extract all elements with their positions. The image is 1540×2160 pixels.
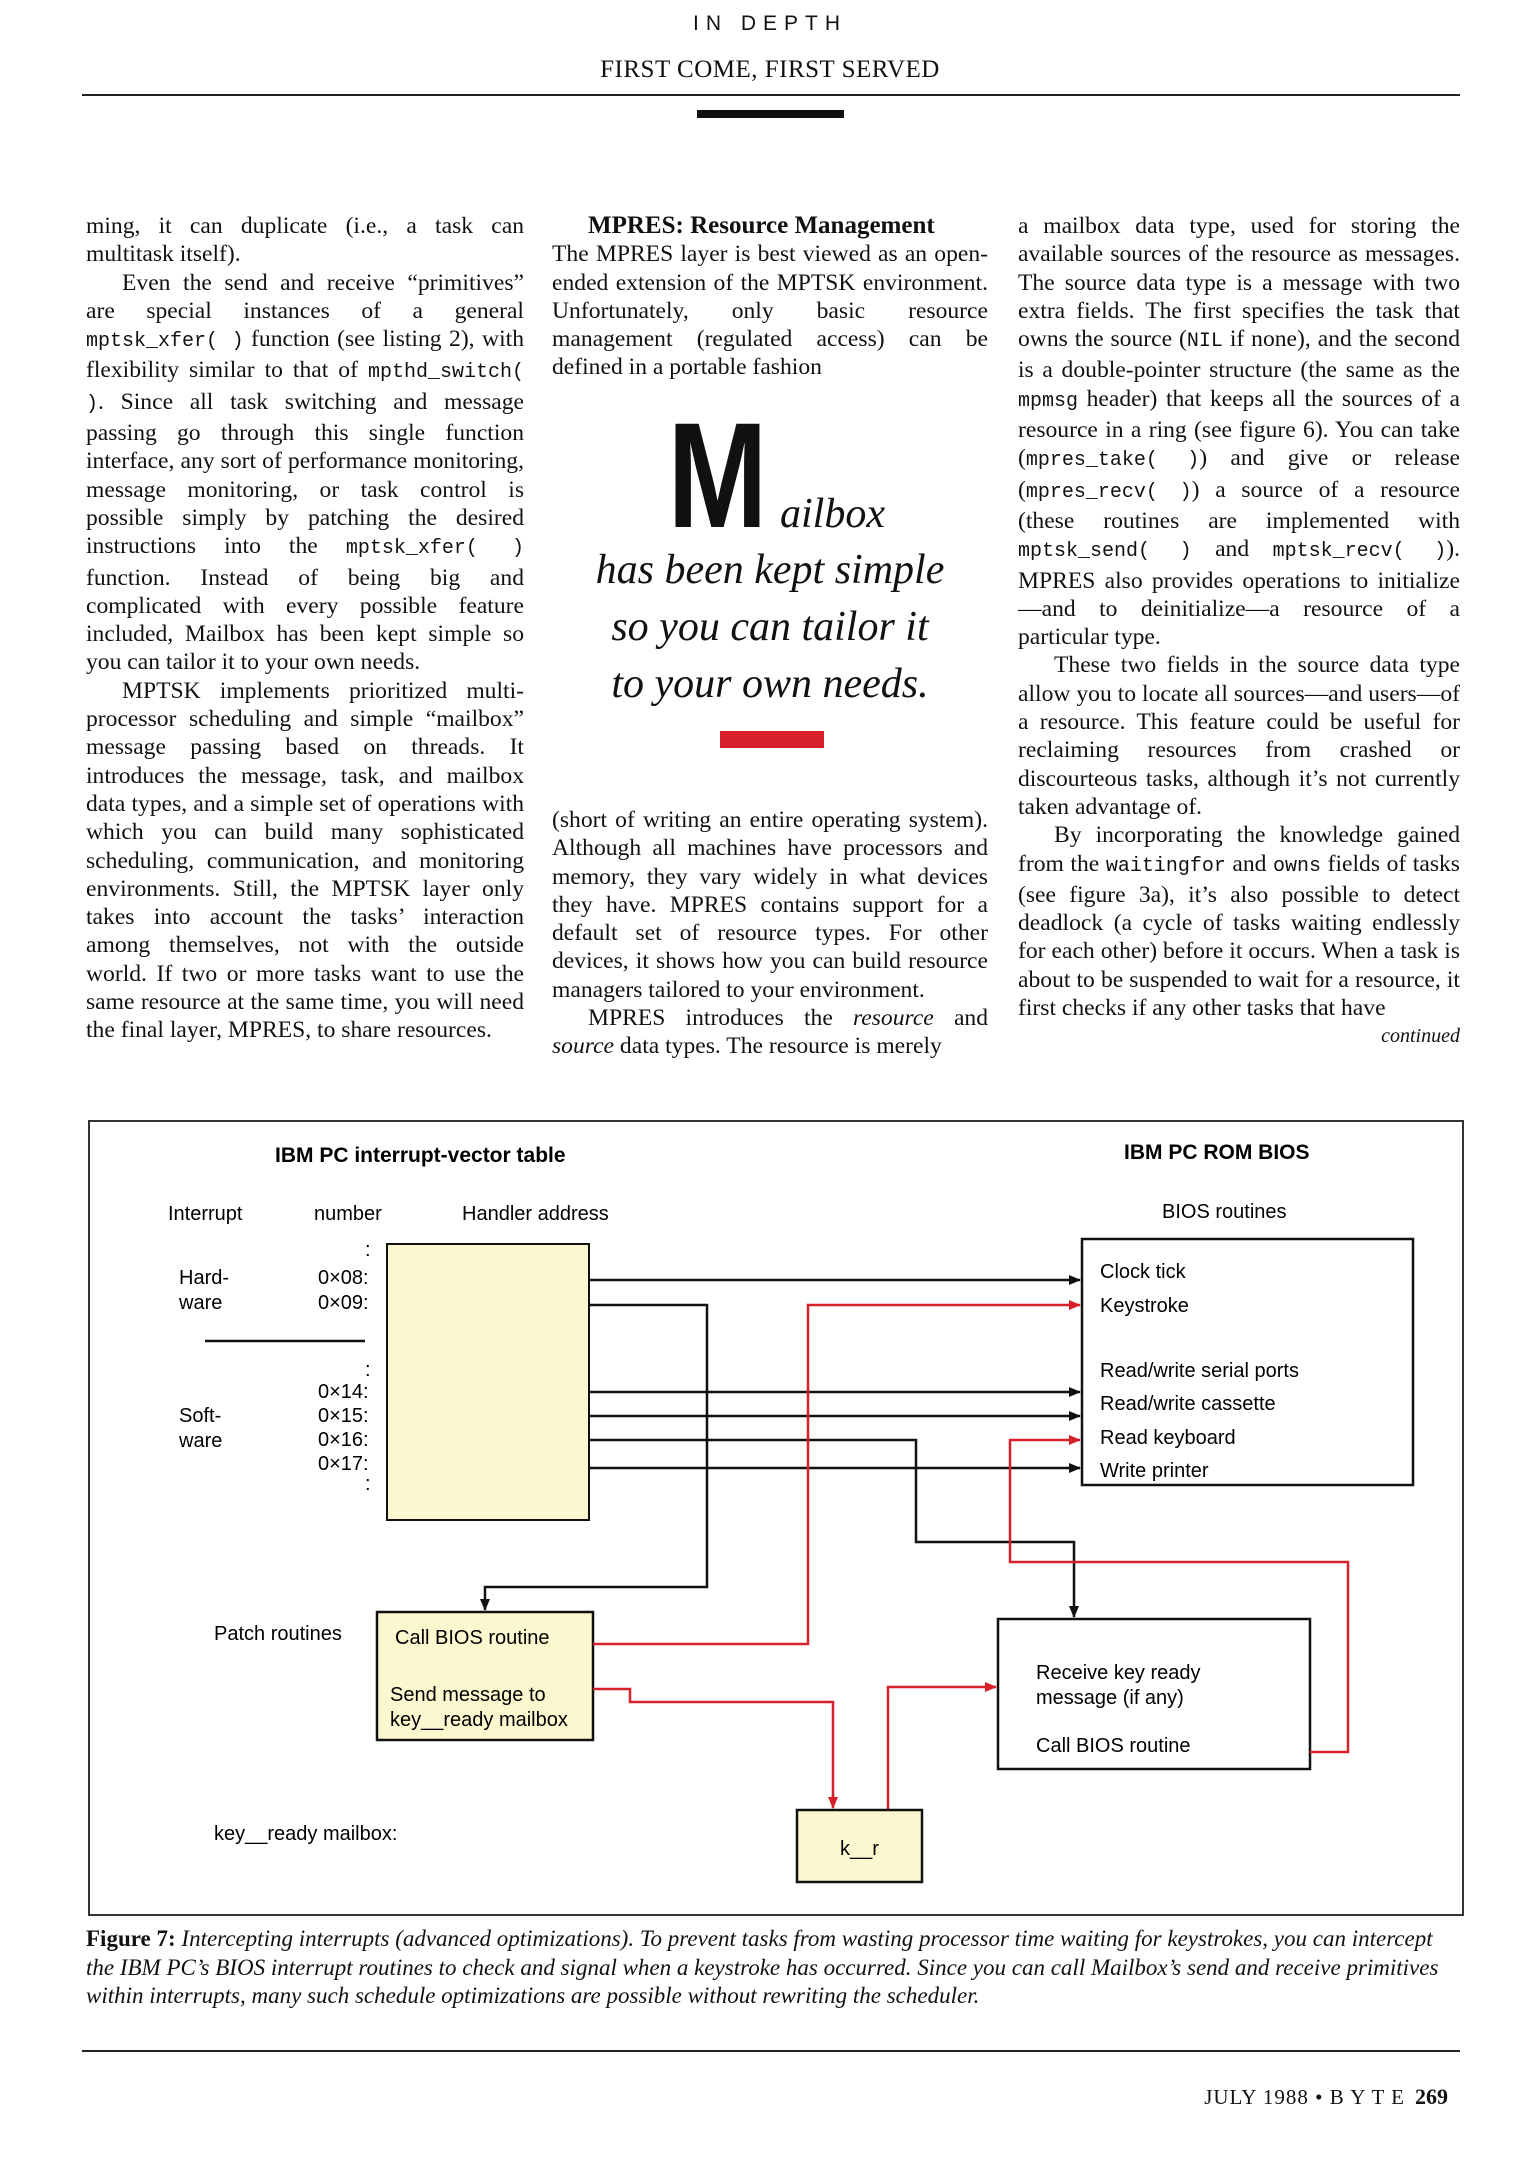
continued-label: continued (1381, 1025, 1460, 1048)
bios-item: Read/write serial ports (1100, 1360, 1299, 1382)
paragraph: (short of writing an entire operating system). Although all machines have processors and memory, they vary widely in what devices they have. MPRES contains support for a default set of resource types. For other devices, it shows how you can build resource managers tailored to your environment. (552, 807, 988, 1003)
paragraph: a mailbox data type, used for storing the available sources of the resource as messages. The source data type is a message with two extra fields. The first specifies the task that owns the source (NIL if none), and the second is a double-pointer structure (the same as the mpmsg header) that keeps all the sources of a resource in a ring (see figure 6). You can take (mpres_take( )) and give or release (mpres_recv( )) a source of a resource (these routines are implemented with mptsk_send( ) and mptsk_recv( )). MPRES also provides operations to initialize—and to deinitialize—a resource of a particular type. (1018, 213, 1461, 651)
pull-quote-text: has been kept simple (595, 547, 945, 593)
figure-title-right: IBM PC ROM BIOS (1124, 1141, 1310, 1164)
bios-item: Read/write cassette (1100, 1393, 1276, 1415)
column-label-handler: Handler address (462, 1203, 609, 1225)
figure-7 (88, 1120, 1464, 1916)
vector-number: 0×17: (318, 1453, 369, 1475)
page-footer (1204, 2084, 1448, 2110)
drop-initial: M (667, 391, 768, 559)
column-label-number: number (314, 1203, 382, 1225)
pull-quote-first-line (552, 391, 988, 559)
code-span: mptsk_xfer( ) (345, 537, 524, 561)
pull-quote (552, 391, 988, 713)
section-subhead: FIRST COME, FIRST SERVED (600, 56, 940, 83)
caption-rule (82, 2050, 1460, 2052)
article-column-2-continued (552, 806, 988, 1061)
article-column-3 (1018, 212, 1460, 1051)
bios-item: Keystroke (1100, 1295, 1189, 1317)
vector-number: 0×09: (318, 1292, 369, 1314)
bios-item: Clock tick (1100, 1261, 1186, 1283)
caption-text: Intercepting interrupts (advanced optimizations). To prevent tasks from wasting processor time waiting for keystrokes, you can intercept the IBM PC’s BIOS interrupt routines to check and signal when a keystroke has occurred. Since you can call Mailbox’s send and receive primitives within interrupts, many such schedule optimizations are possible without rewriting the scheduler. (86, 1926, 1439, 2008)
paragraph: Even the send and receive “primitives” are special instances of a general mptsk_xfer( ) function (see listing 2), with flexibility similar to that of mpthd_switch( ). Since all task switching and message passing go through this single function interface, any sort of performance monitoring, message monitoring, or task control is possible simply by patching the desired instructions into the mptsk_xfer( ) function. Instead of being big and complicated with every possible feature included, Mailbox has been kept simple so you can tailor it to your own needs. (86, 269, 524, 676)
keyboard-vector-path (589, 1440, 1074, 1617)
hardware-label: ware (179, 1292, 223, 1314)
receive-message-arrow (888, 1687, 996, 1822)
mailbox-label: key__ready mailbox: (214, 1823, 398, 1845)
paragraph: MPRES introduces the resource and source data types. The resource is merely (552, 1005, 989, 1060)
hardware-label: Hard- (179, 1267, 230, 1289)
call-bios-keystroke-arrow (593, 1305, 1080, 1644)
article-column-1 (86, 212, 524, 1045)
patch-step: Call BIOS routine (395, 1627, 550, 1649)
paragraph: These two fields in the source data type allow you to locate all sources—and users—of a resource. This feature could be useful for reclaiming resources from crashed or discourteous tasks, although it’s not currently taken advantage of. (1018, 652, 1460, 820)
code-span: mptsk_xfer( ) (86, 330, 244, 354)
figure-title-left: IBM PC interrupt-vector table (275, 1144, 566, 1167)
page-number: 269 (1415, 2084, 1448, 2109)
header-rule (82, 94, 1460, 96)
issue-label: JULY 1988 • B Y T E (1204, 2085, 1405, 2109)
figure-caption (86, 1925, 1458, 2011)
interrupt-diagram (90, 1122, 1462, 1914)
pull-quote-text: to your own needs. (611, 661, 929, 707)
bios-item: Write printer (1100, 1460, 1209, 1482)
caption-label: Figure 7: (86, 1926, 176, 1951)
paragraph: By incorporating the knowledge gained from the waitingfor and owns fields of tasks (see figure 3a), it’s also possible to detect deadlock (a cycle of tasks waiting endlessly for each other) before it occurs. When a task is about to be suspended to wait for a resource, it first checks if any other tasks that have (1018, 822, 1460, 1022)
vector-number: 0×14: (318, 1381, 369, 1403)
bios-item: Read keyboard (1100, 1427, 1236, 1449)
section-kicker: IN DEPTH (692, 12, 847, 35)
vector-number: 0×15: (318, 1405, 369, 1427)
vector-number: 0×16: (318, 1429, 369, 1451)
patch-step: Call BIOS routine (1036, 1735, 1191, 1757)
ellipsis-dots: : (365, 1473, 371, 1495)
section-heading: MPRES: Resource Management (588, 212, 935, 239)
paragraph: The MPRES layer is best viewed as an open-ended extension of the MPTSK environment. Unfortunately, only basic resource management (regulated access) can be defined in a portable fashion (552, 241, 988, 381)
handler-address-table (387, 1244, 589, 1520)
pull-quote-text: ailbox (779, 491, 885, 537)
mailbox-box-label: k__r (840, 1838, 879, 1860)
patch-routines-label: Patch routines (214, 1623, 342, 1645)
header-accent-bar (697, 110, 844, 118)
ellipsis-dots: : (365, 1239, 371, 1261)
code-span: mpthd_switch( ) (86, 361, 524, 416)
patch-step: Send message to (390, 1684, 546, 1706)
patch-step: Receive key ready (1036, 1662, 1201, 1684)
pull-quote-red-bar (720, 731, 824, 748)
vector-number: 0×08: (318, 1267, 369, 1289)
send-message-arrow (593, 1689, 833, 1808)
bios-routines-label: BIOS routines (1162, 1201, 1287, 1223)
article-column-2 (552, 212, 988, 382)
paragraph: ming, it can duplicate (i.e., a task can multitask itself). (86, 213, 524, 268)
paragraph: MPTSK implements prioritized multiprocessor scheduling and simple “mailbox” message passing based on threads. It introduces the message, task, and mailbox data types, and a simple set of operations with which you can build many sophisticated scheduling, communication, and monitoring environments. Still, the MPTSK layer only takes into account the tasks’ interaction among themselves, not with the outside world. If two or more tasks want to use the same resource at the same time, you will need the final layer, MPRES, to share resources. (86, 677, 524, 1044)
software-label: ware (179, 1430, 223, 1452)
software-label: Soft- (179, 1405, 222, 1427)
patch-step: message (if any) (1036, 1687, 1184, 1709)
patch-step: key__ready mailbox (390, 1709, 568, 1731)
ellipsis-dots: : (365, 1359, 371, 1381)
pull-quote-text: so you can tailor it (611, 604, 929, 650)
column-label-interrupt: Interrupt (168, 1203, 243, 1225)
